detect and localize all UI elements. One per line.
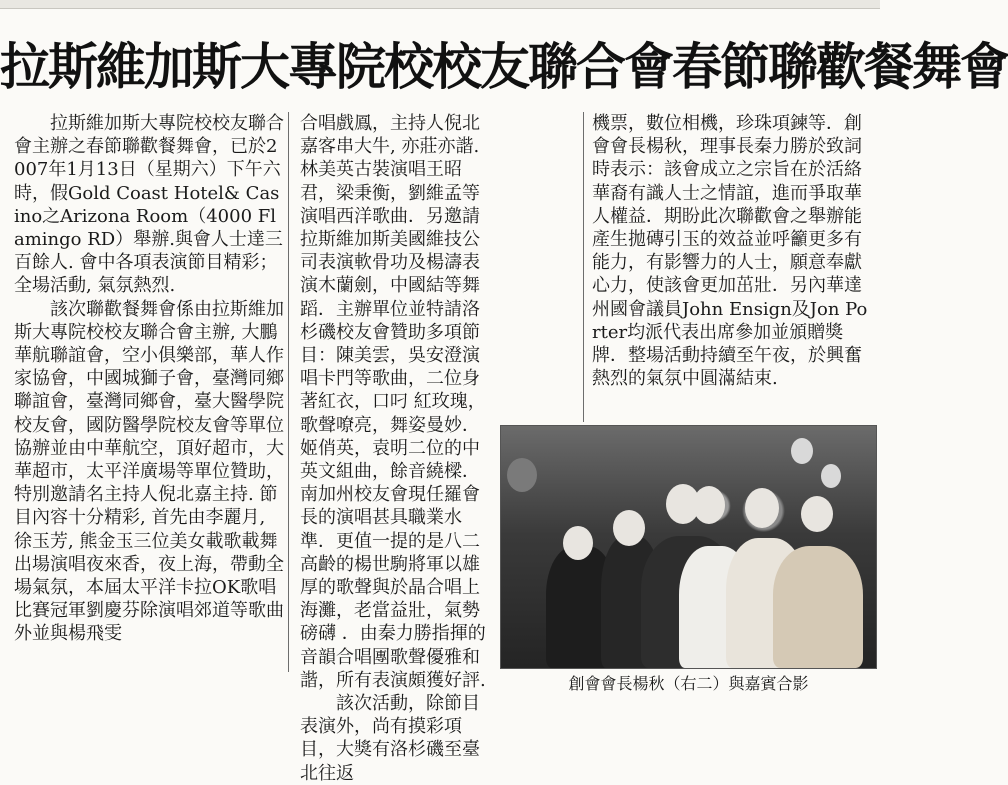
person-face [613, 510, 645, 546]
balloon-shape [791, 438, 813, 464]
balloon-shape [507, 458, 537, 492]
article-paragraph: 機票，數位相機，珍珠項鍊等．創會會長楊秋，理事長秦力勝於致詞時表示：該會成立之宗旨在於活絡華裔有識人士之情誼，進而爭取華人權益．期盼此次聯歡會之舉辦能產生拋磚引玉的效益並呼籲更多有能力，有影響力的人士，願意奉獻心力，使該會更加茁壯．另內華達州國會議員John Ensign及Jon Porter均派代表出席參加並頒贈獎牌．整場活動持續至午夜，於興奮熱烈的氣氛中圓滿結束. [592, 113, 868, 390]
top-border [0, 0, 880, 9]
article-column-1 [14, 112, 284, 646]
person-face [801, 496, 833, 532]
person-face [693, 486, 725, 524]
article-column-2 [300, 112, 495, 785]
article-paragraph: 拉斯維加斯大專院校校友聯合會主辦之春節聯歡餐舞會，已於2007年1月13日（星期六）下午六時，假Gold Coast Hotel& Casino之Arizona Room（4000 Flamingo RD）舉辦.與會人士達三百餘人. 會中各項表演節目精彩；全場活動, 氣氛熱烈. [14, 113, 284, 297]
article-paragraph: 該次活動，除節目表演外，尚有摸彩項目，大獎有洛杉磯至臺北往返 [300, 693, 480, 784]
photo-caption: 創會會長楊秋（右二）與嘉賓合影 [568, 674, 809, 693]
headline: 拉斯維加斯大專院校校友聯合會春節聯歡餐舞會 [0, 38, 1008, 96]
person-shape [773, 546, 863, 668]
group-photo [500, 425, 877, 669]
balloon-shape [821, 464, 841, 488]
person-face [745, 488, 779, 528]
article-paragraph: 合唱戲鳳，主持人倪北嘉客串大牛, 亦莊亦諧. 林美英古裝演唱王昭君，梁秉衡，劉維孟等演唱西洋歌曲．另邀請拉斯維加斯美國維技公司表演軟骨功及楊濤表演木蘭劍，中國結等舞蹈．主辦單位並特請洛杉磯校友會贊助多項節目：陳美雲，吳安澄演唱卡門等歌曲，二位身著紅衣，口叼 紅玫瑰，歌聲嘹亮，舞姿曼妙．姬俏英，袁明二位的中英文組曲，餘音繞樑．南加州校友會現任羅會長的演唱甚具職業水準．更值一提的是八二高齡的楊世駒將軍以雄厚的歌聲與於晶合唱上海灘，老當益壯，氣勢磅礴 ．由秦力勝指揮的音韻合唱團歌聲優雅和諧，所有表演頗獲好評. [300, 113, 486, 691]
person-face [563, 526, 593, 560]
column-divider-1 [288, 112, 289, 672]
article-column-3 [592, 112, 875, 390]
article-paragraph: 該次聯歡餐舞會係由拉斯維加斯大專院校校友聯合會主辦, 大鵬華航聯誼會，空小俱樂部，華人作家協會，中國城獅子會，臺灣同鄉聯誼會，臺灣同鄉會，臺大醫學院校友會，國防醫學院校友會等單位協辦並由中華航空，頂好超市，大華超市，太平洋廣場等單位贊助，特別邀請名主持人倪北嘉主持. 節目內容十分精彩, 首先由李麗月, 徐玉芳, 熊金玉三位美女載歌載舞出場演唱夜來香，夜上海，帶動全場氣氛，本屆太平洋卡拉OK歌唱比賽冠軍劉慶芬除演唱郊道等歌曲外並與楊飛雯 [14, 298, 284, 645]
column-divider-2 [583, 112, 584, 422]
